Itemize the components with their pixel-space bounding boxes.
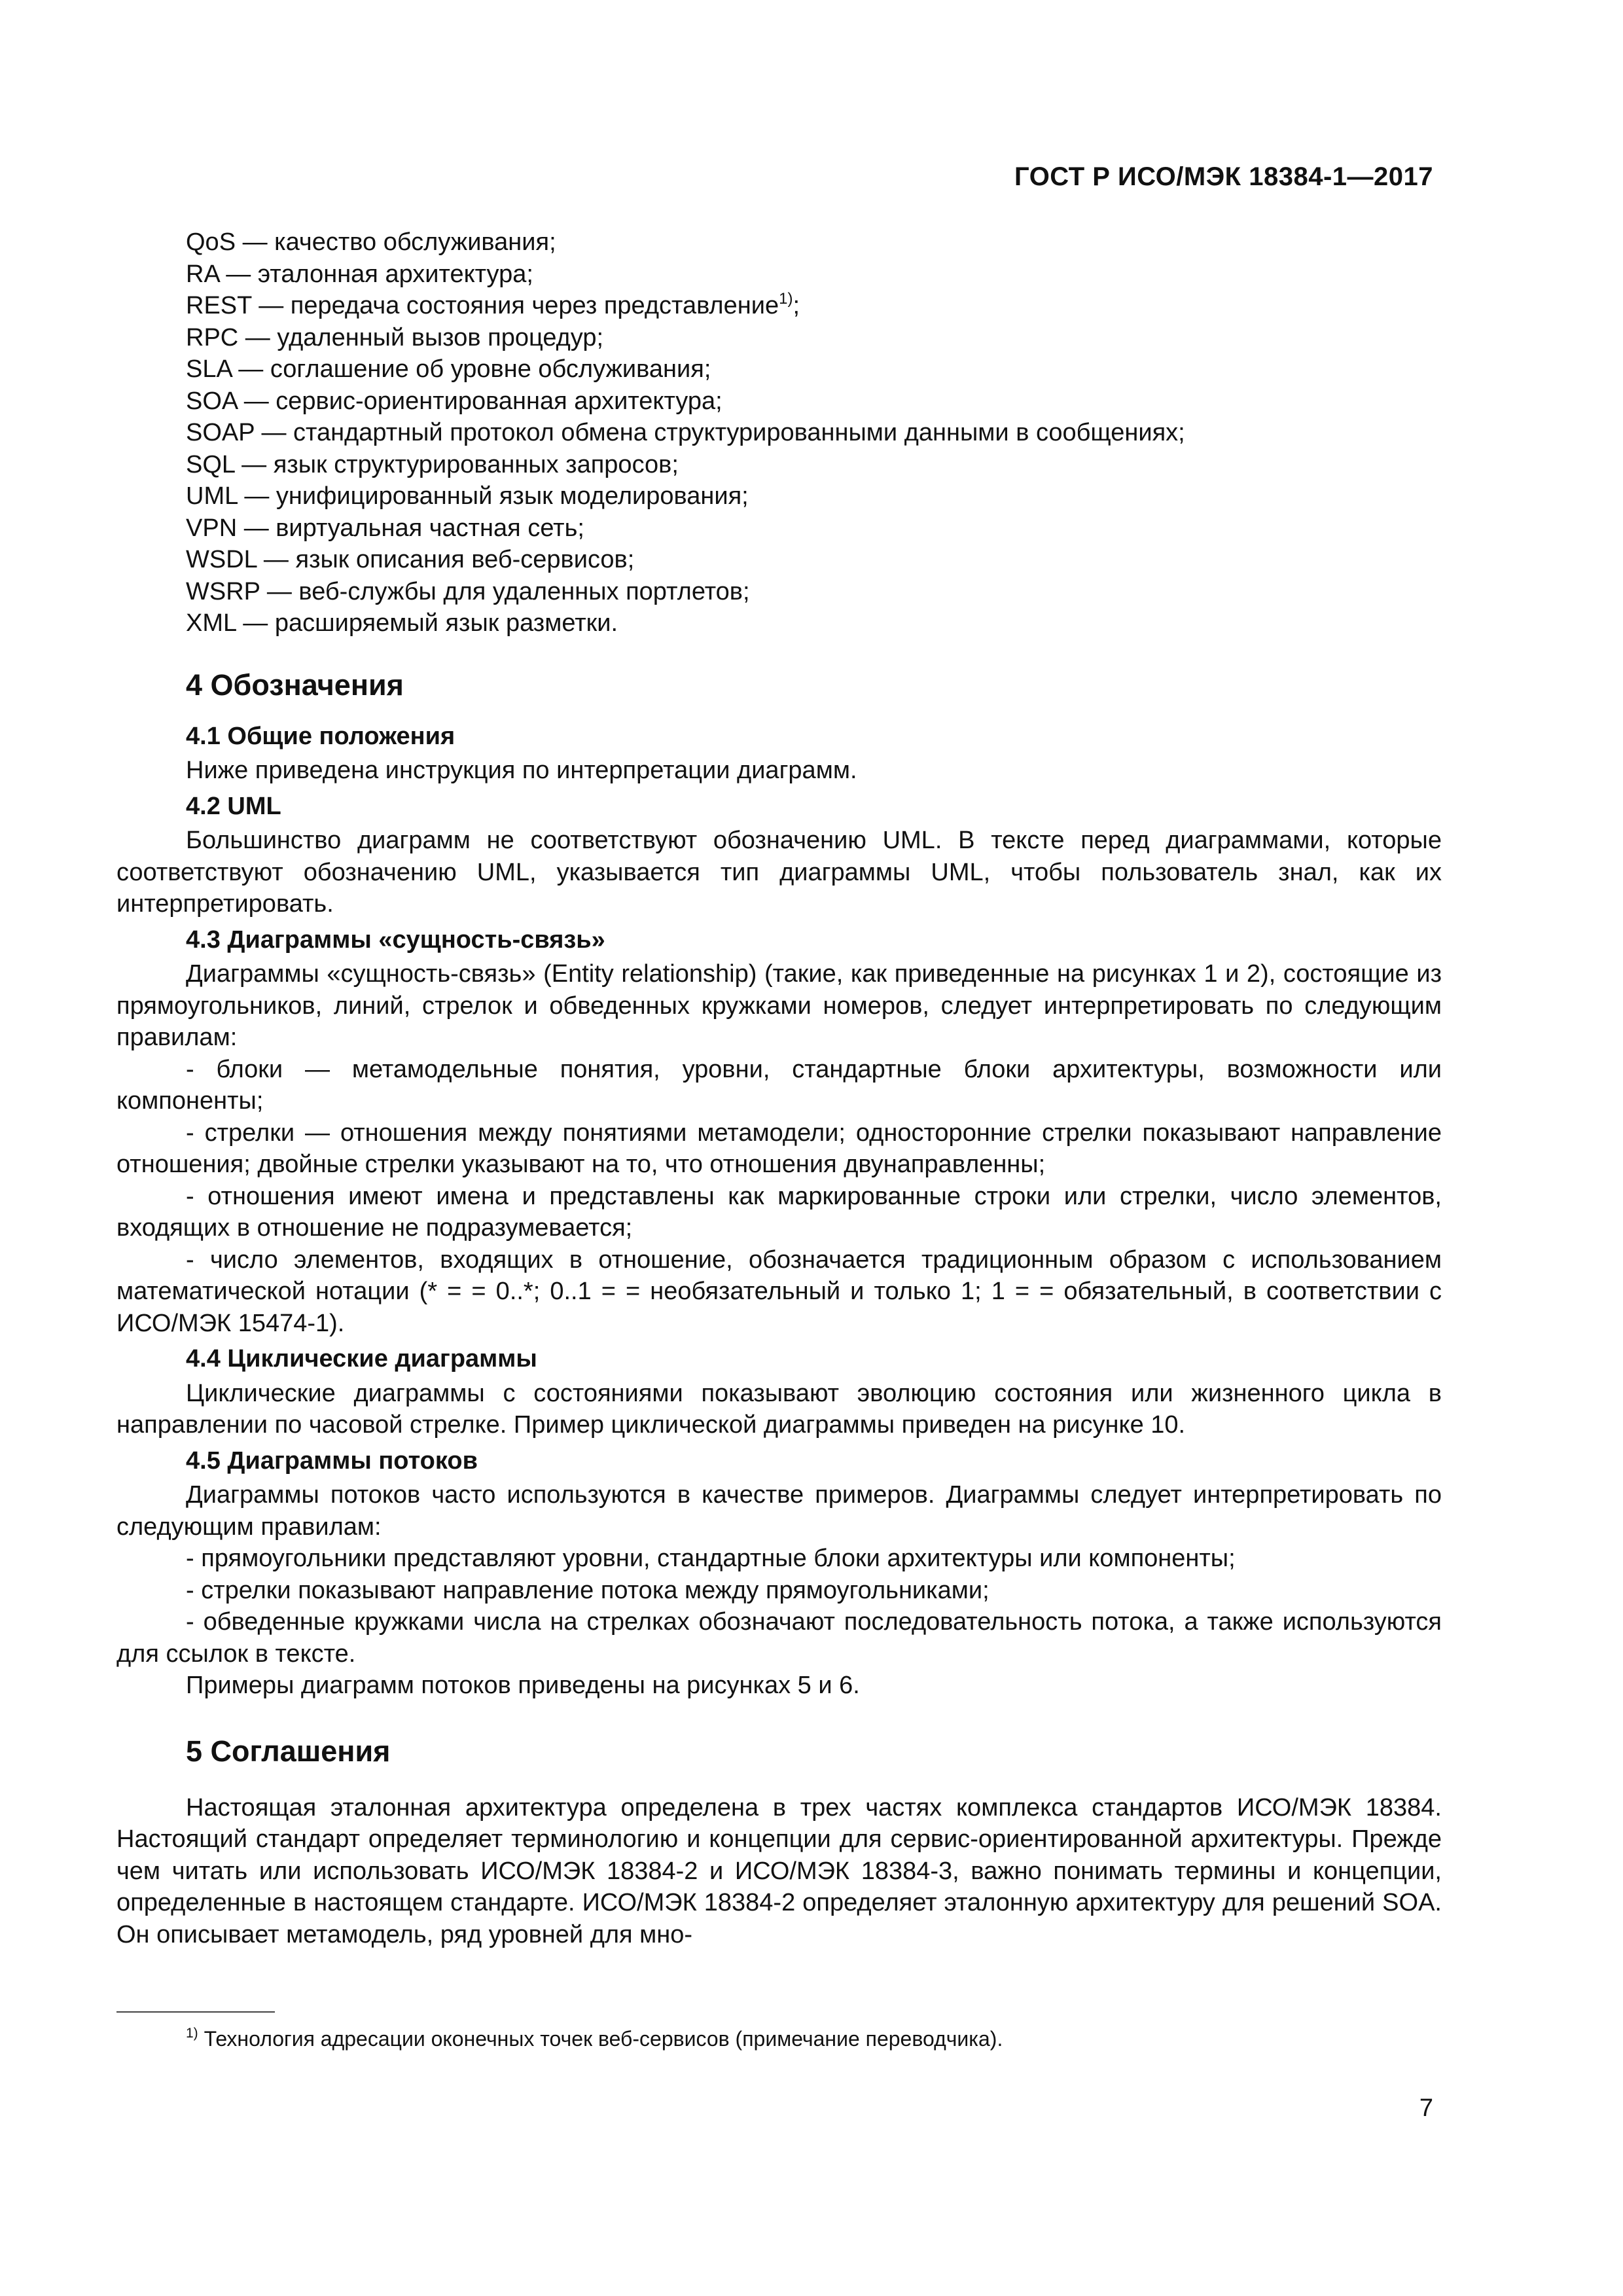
abbreviation-list xyxy=(116,226,1442,639)
footnote-divider xyxy=(116,2011,275,2013)
standard-header: ГОСТ Р ИСО/МЭК 18384-1—2017 xyxy=(1014,162,1433,191)
page-content xyxy=(116,226,1442,1950)
page-number: 7 xyxy=(1419,2094,1433,2122)
subsection-4-2-heading: 4.2 UML xyxy=(186,792,281,820)
paragraph: Примеры диаграмм потоков приведены на рисунках 5 и 6. xyxy=(186,1672,860,1699)
abbreviation-item xyxy=(116,290,1442,322)
subsection-4-4-heading: 4.4 Циклические диаграммы xyxy=(186,1345,537,1372)
abbreviation-item: QoS — качество обслуживания; xyxy=(186,228,556,256)
list-item: - обведенные кружками числа на стрелках обозначают последовательность потока, а также используются для ссылок в тексте. xyxy=(116,1608,1442,1668)
section-5-heading: 5 Соглашения xyxy=(186,1734,391,1768)
list-item: - число элементов, входящих в отношение, обозначается традиционным образом с использованием математической нотации (* = = 0..*; 0..1 = = необязательный и только 1; 1 = = обязательный, в соответствии с ИСО/МЭК 15474-1). xyxy=(116,1246,1442,1337)
abbreviation-item: SLA — соглашение об уровне обслуживания; xyxy=(186,355,711,383)
footnote-reference[interactable]: 1) xyxy=(779,290,793,308)
abbreviation-tail: ; xyxy=(793,292,800,319)
list-item: - стрелки — отношения между понятиями метамодели; односторонние стрелки показывают направление отношения; двойные стрелки указывают на то, что отношения двунаправленны; xyxy=(116,1119,1442,1178)
paragraph: Большинство диаграмм не соответствуют обозначению UML. В тексте перед диаграммами, которые соответствуют обозначению UML, указывается тип диаграммы UML, чтобы пользователь знал, как их интерпретировать. xyxy=(116,827,1442,918)
abbreviation-item: WSRP — веб-службы для удаленных портлетов; xyxy=(186,577,750,605)
list-item: - отношения имеют имена и представлены как маркированные строки или стрелки, число элементов, входящих в отношение не подразумевается; xyxy=(116,1182,1442,1242)
paragraph: Диаграммы потоков часто используются в качестве примеров. Диаграммы следует интерпретировать по следующим правилам: xyxy=(116,1481,1442,1541)
paragraph: Диаграммы «сущность-связь» (Entity relationship) (такие, как приведенные на рисунках 1 и 2), состоящие из прямоугольников, линий, стрелок и обведенных кружками номеров, следует интерпретировать по следующим правилам: xyxy=(116,960,1442,1051)
subsection-4-3-heading: 4.3 Диаграммы «сущность-связь» xyxy=(186,925,605,954)
abbreviation-item: RA — эталонная архитектура; xyxy=(186,260,533,288)
abbreviation-item: SOA — сервис-ориентированная архитектура; xyxy=(186,387,722,415)
abbreviation-item: SOAP — стандартный протокол обмена структурированными данными в сообщениях; xyxy=(186,419,1185,446)
abbreviation-text: REST — передача состояния через представление xyxy=(186,292,779,319)
paragraph: Настоящая эталонная архитектура определена в трех частях комплекса стандартов ИСО/МЭК 18384. Настоящий стандарт определяет терминологию и концепции для сервис-ориентированной архитектуры. Прежде чем читать или использовать ИСО/МЭК 18384-2 и ИСО/МЭК 18384-3, важно понимать термины и концепции, определенные в настоящем стандарте. ИСО/МЭК 18384-2 определяет эталонную архитектуру для решений SOA. Он описывает метамодель, ряд уровней для мно- xyxy=(116,1793,1442,1948)
subsection-4-1-heading: 4.1 Общие положения xyxy=(186,722,455,750)
abbreviation-item: RPC — удаленный вызов процедур; xyxy=(186,323,604,351)
abbreviation-item: WSDL — язык описания веб-сервисов; xyxy=(186,546,635,573)
list-item: - блоки — метамодельные понятия, уровни, стандартные блоки архитектуры, возможности или компоненты; xyxy=(116,1055,1442,1115)
abbreviation-item: SQL — язык структурированных запросов; xyxy=(186,450,679,478)
list-item: - прямоугольники представляют уровни, стандартные блоки архитектуры или компоненты; xyxy=(186,1545,1236,1572)
abbreviation-item: VPN — виртуальная частная сеть; xyxy=(186,514,584,542)
subsection-4-5-heading: 4.5 Диаграммы потоков xyxy=(186,1446,478,1475)
footnote-text: Технология адресации оконечных точек веб-сервисов (примечание переводчика). xyxy=(198,2027,1003,2051)
paragraph: Ниже приведена инструкция по интерпретации диаграмм. xyxy=(186,757,857,784)
section-4-heading: 4 Обозначения xyxy=(186,668,404,702)
list-item: - стрелки показывают направление потока между прямоугольниками; xyxy=(186,1576,990,1604)
paragraph: Циклические диаграммы с состояниями показывают эволюцию состояния или жизненного цикла в направлении по часовой стрелке. Пример циклической диаграммы приведен на рисунке 10. xyxy=(116,1379,1442,1439)
abbreviation-item: XML — расширяемый язык разметки. xyxy=(186,609,618,637)
footnote xyxy=(186,2026,1003,2052)
footnote-marker: 1) xyxy=(186,2026,198,2041)
abbreviation-item: UML — унифицированный язык моделирования; xyxy=(186,482,749,510)
